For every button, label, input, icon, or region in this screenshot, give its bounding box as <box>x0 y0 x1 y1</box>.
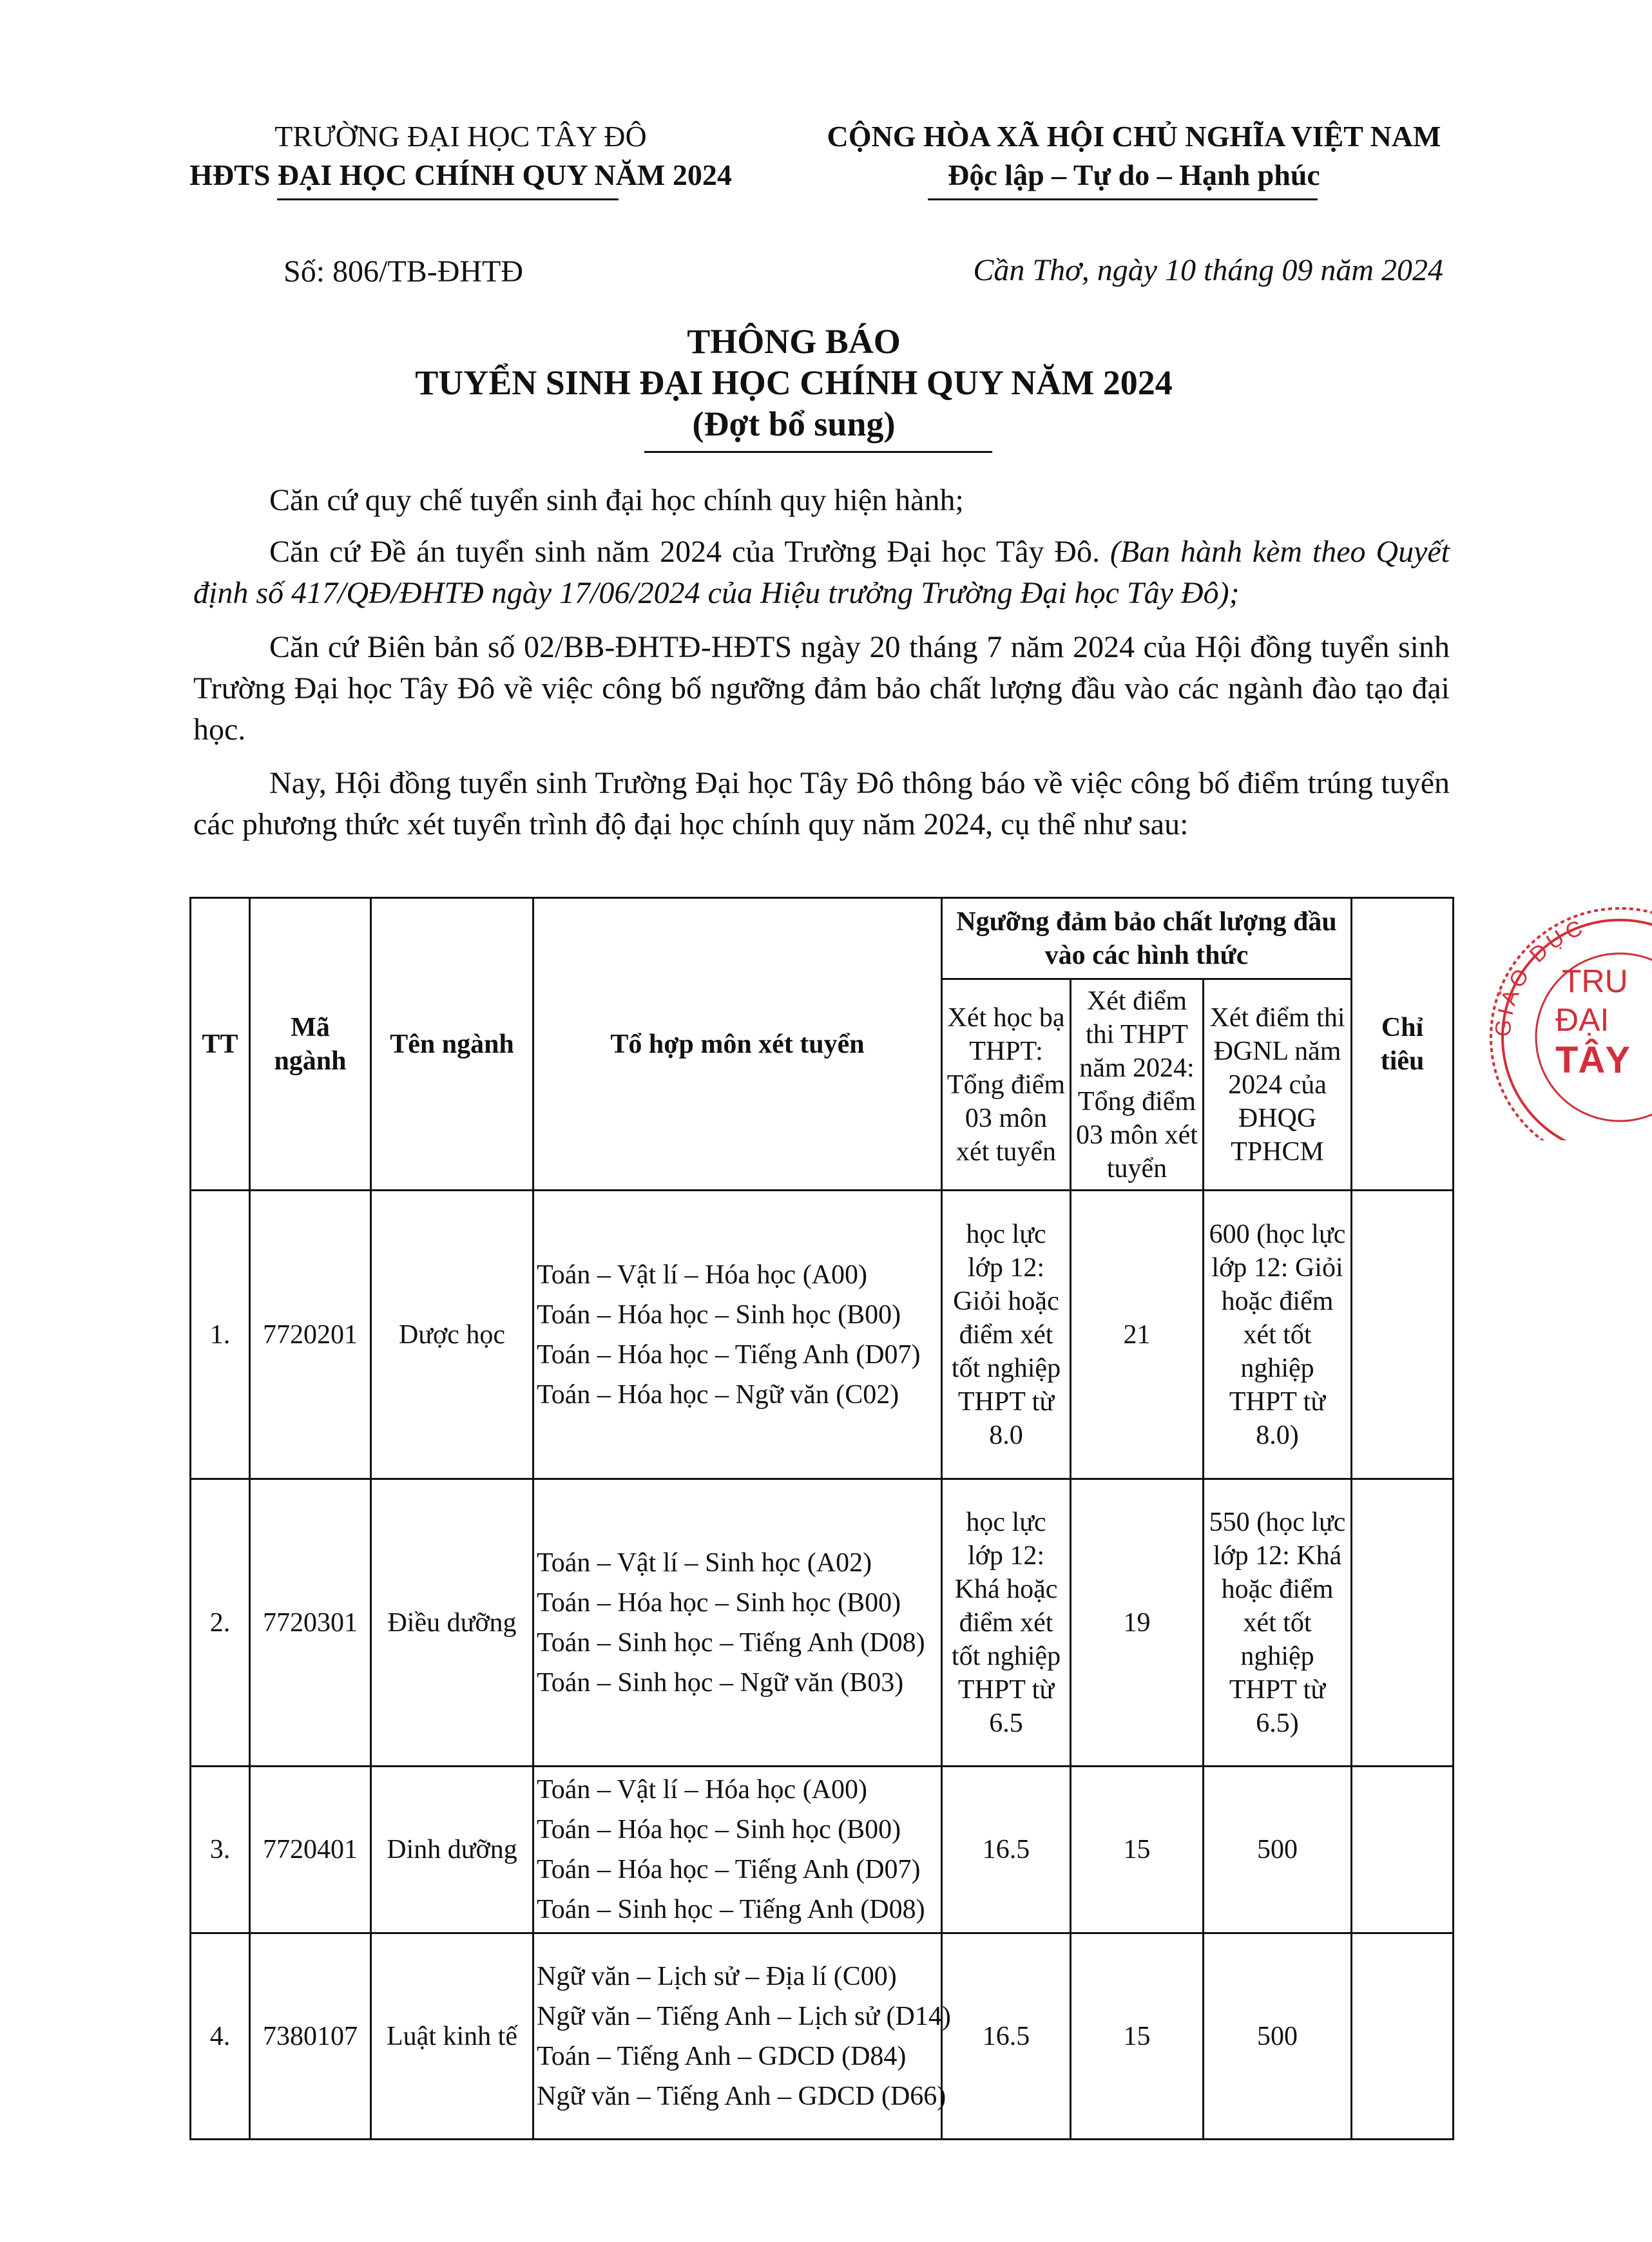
title-underline <box>644 451 992 453</box>
combo-item: Toán – Sinh học – Tiếng Anh (D08) <box>537 1627 925 1658</box>
table-row <box>191 1933 1454 2140</box>
paragraph-2 <box>193 532 1450 614</box>
paragraph-2-italic: (Ban hành kèm theo Quyết định số 417/QĐ/ĐHTĐ ngày 17/06/2024 của Hiệu trưởng Trường Đại học Tây Đô); <box>193 535 1450 610</box>
row-code: 7720401 <box>250 1767 371 1933</box>
board-name: HĐTS ĐẠI HỌC CHÍNH QUY NĂM 2024 <box>189 158 732 191</box>
row-tt: 2. <box>191 1479 250 1767</box>
combo-item: Toán – Vật lí – Sinh học (A02) <box>537 1547 872 1578</box>
col-header-dgnl: Xét điểm thi ĐGNL năm 2024 của ĐHQG TPHCM <box>1204 979 1352 1191</box>
row-hoc-ba: học lực lớp 12: Giỏi hoặc điểm xét tốt nghiệp THPT từ 8.0 <box>942 1191 1071 1479</box>
paragraph-2-text: Căn cứ Đề án tuyển sinh năm 2024 của Trường Đại học Tây Đô. <box>269 535 1110 569</box>
row-thi-thpt: 19 <box>1071 1479 1204 1767</box>
col-header-hoc-ba: Xét học bạ THPT: Tổng điểm 03 môn xét tuyển <box>942 979 1071 1191</box>
row-combos <box>533 1767 942 1933</box>
col-header-ma-nganh: Mã ngành <box>250 898 371 1191</box>
row-hoc-ba: 16.5 <box>942 1933 1071 2140</box>
row-combos <box>533 1479 942 1767</box>
header-left <box>110 117 812 195</box>
row-code: 7380107 <box>250 1933 371 2140</box>
row-dgnl: 600 (học lực lớp 12: Giỏi hoặc điểm xét tốt nghiệp THPT từ 8.0) <box>1204 1191 1352 1479</box>
row-chi-tieu <box>1352 1479 1454 1767</box>
row-thi-thpt: 15 <box>1071 1767 1204 1933</box>
row-code: 7720301 <box>250 1479 371 1767</box>
country-name: CỘNG HÒA XÃ HỘI CHỦ NGHĨA VIỆT NAM <box>827 120 1441 153</box>
paragraph-1 <box>193 480 1450 521</box>
title-line-1: THÔNG BÁO <box>687 322 901 361</box>
stamp-line-3: TÂY <box>1555 1039 1630 1081</box>
stamp-line-2: ĐẠI <box>1555 1002 1609 1038</box>
row-chi-tieu <box>1352 1767 1454 1933</box>
table-row <box>191 1767 1454 1933</box>
row-name: Luật kinh tế <box>371 1933 533 2140</box>
row-chi-tieu <box>1352 1191 1454 1479</box>
row-name: Dược học <box>371 1191 533 1479</box>
row-dgnl: 500 <box>1204 1933 1352 2140</box>
doc-title <box>0 321 1588 445</box>
official-stamp <box>1459 902 1652 1140</box>
header-right <box>773 117 1495 195</box>
paragraph-4 <box>193 763 1450 845</box>
header-left-underline <box>277 198 619 200</box>
table-row <box>191 1479 1454 1767</box>
row-tt: 4. <box>191 1933 250 2140</box>
col-header-ten-nganh: Tên ngành <box>371 898 533 1191</box>
doc-number: Số: 806/TB-ĐHTĐ <box>283 254 523 289</box>
row-name: Điều dưỡng <box>371 1479 533 1767</box>
row-name: Dinh dưỡng <box>371 1767 533 1933</box>
place-date: Cần Thơ, ngày 10 tháng 09 năm 2024 <box>973 253 1443 287</box>
motto: Độc lập – Tự do – Hạnh phúc <box>948 158 1320 191</box>
combo-item: Toán – Hóa học – Tiếng Anh (D07) <box>537 1855 921 1884</box>
header-right-underline <box>928 198 1318 200</box>
combo-item: Toán – Tiếng Anh – GDCD (D84) <box>537 2041 907 2071</box>
stamp-ring-text: GIÁO DỤC <box>1490 914 1590 1038</box>
col-header-thi-thpt: Xét điểm thi THPT năm 2024: Tổng điểm 03 môn xét tuyển <box>1071 979 1204 1191</box>
row-tt: 3. <box>191 1767 250 1933</box>
school-name: TRƯỜNG ĐẠI HỌC TÂY ĐÔ <box>274 120 647 153</box>
row-combos <box>533 1933 951 2140</box>
combo-item: Ngữ văn – Lịch sử – Địa lí (C00) <box>537 1961 897 1991</box>
row-dgnl: 550 (học lực lớp 12: Khá hoặc điểm xét tốt nghiệp THPT từ 6.5) <box>1204 1479 1352 1767</box>
combo-item: Toán – Vật lí – Hóa học (A00) <box>537 1260 868 1290</box>
row-thi-thpt: 21 <box>1071 1191 1204 1479</box>
row-code: 7720201 <box>250 1191 371 1479</box>
col-header-tt: TT <box>191 898 250 1191</box>
paragraph-1-text: Căn cứ quy chế tuyển sinh đại học chính quy hiện hành; <box>269 483 964 517</box>
combo-item: Toán – Vật lí – Hóa học (A00) <box>537 1775 868 1805</box>
paragraph-3-text: Căn cứ Biên bản số 02/BB-ĐHTĐ-HĐTS ngày 20 tháng 7 năm 2024 của Hội đồng tuyển sinh Trường Đại học Tây Đô về việc công bố ngưỡng đảm bảo chất lượng đầu vào các ngành đào tạo đại học. <box>193 630 1450 747</box>
combo-item: Toán – Hóa học – Sinh học (B00) <box>537 1587 901 1618</box>
row-combos <box>533 1191 942 1479</box>
row-chi-tieu <box>1352 1933 1454 2140</box>
row-thi-thpt: 15 <box>1071 1933 1204 2140</box>
table-row <box>191 1191 1454 1479</box>
combo-item: Ngữ văn – Tiếng Anh – GDCD (D66) <box>537 2081 946 2111</box>
combo-item: Toán – Hóa học – Ngữ văn (C02) <box>537 1379 899 1410</box>
combo-item: Toán – Sinh học – Tiếng Anh (D08) <box>537 1895 925 1924</box>
row-tt: 1. <box>191 1191 250 1479</box>
row-dgnl: 500 <box>1204 1767 1352 1933</box>
title-line-3: (Đợt bổ sung) <box>692 405 896 443</box>
col-header-to-hop: Tổ hợp môn xét tuyển <box>533 898 942 1191</box>
paragraph-4-text: Nay, Hội đồng tuyển sinh Trường Đại học Tây Đô thông báo về việc công bố điểm trúng tuyển các phương thức xét tuyển trình độ đại học chính quy năm 2024, cụ thể như sau: <box>193 766 1450 841</box>
combo-item: Toán – Sinh học – Ngữ văn (B03) <box>537 1667 904 1698</box>
row-hoc-ba: học lực lớp 12: Khá hoặc điểm xét tốt nghiệp THPT từ 6.5 <box>942 1479 1071 1767</box>
title-line-2: TUYỂN SINH ĐẠI HỌC CHÍNH QUY NĂM 2024 <box>415 363 1173 402</box>
col-header-chi-tieu: Chỉ tiêu <box>1352 898 1454 1191</box>
col-header-nguong: Ngưỡng đảm bảo chất lượng đầu vào các hình thức <box>942 898 1352 979</box>
combo-item: Toán – Hóa học – Sinh học (B00) <box>537 1815 901 1844</box>
paragraph-3 <box>193 627 1450 751</box>
stamp-line-1: TRU <box>1562 963 1628 999</box>
combo-item: Toán – Hóa học – Tiếng Anh (D07) <box>537 1339 921 1370</box>
combo-item: Ngữ văn – Tiếng Anh – Lịch sử (D14) <box>537 2001 951 2031</box>
table-header-row-1 <box>191 898 1454 979</box>
combo-item: Toán – Hóa học – Sinh học (B00) <box>537 1299 901 1330</box>
row-hoc-ba: 16.5 <box>942 1767 1071 1933</box>
admission-table <box>189 897 1454 2140</box>
